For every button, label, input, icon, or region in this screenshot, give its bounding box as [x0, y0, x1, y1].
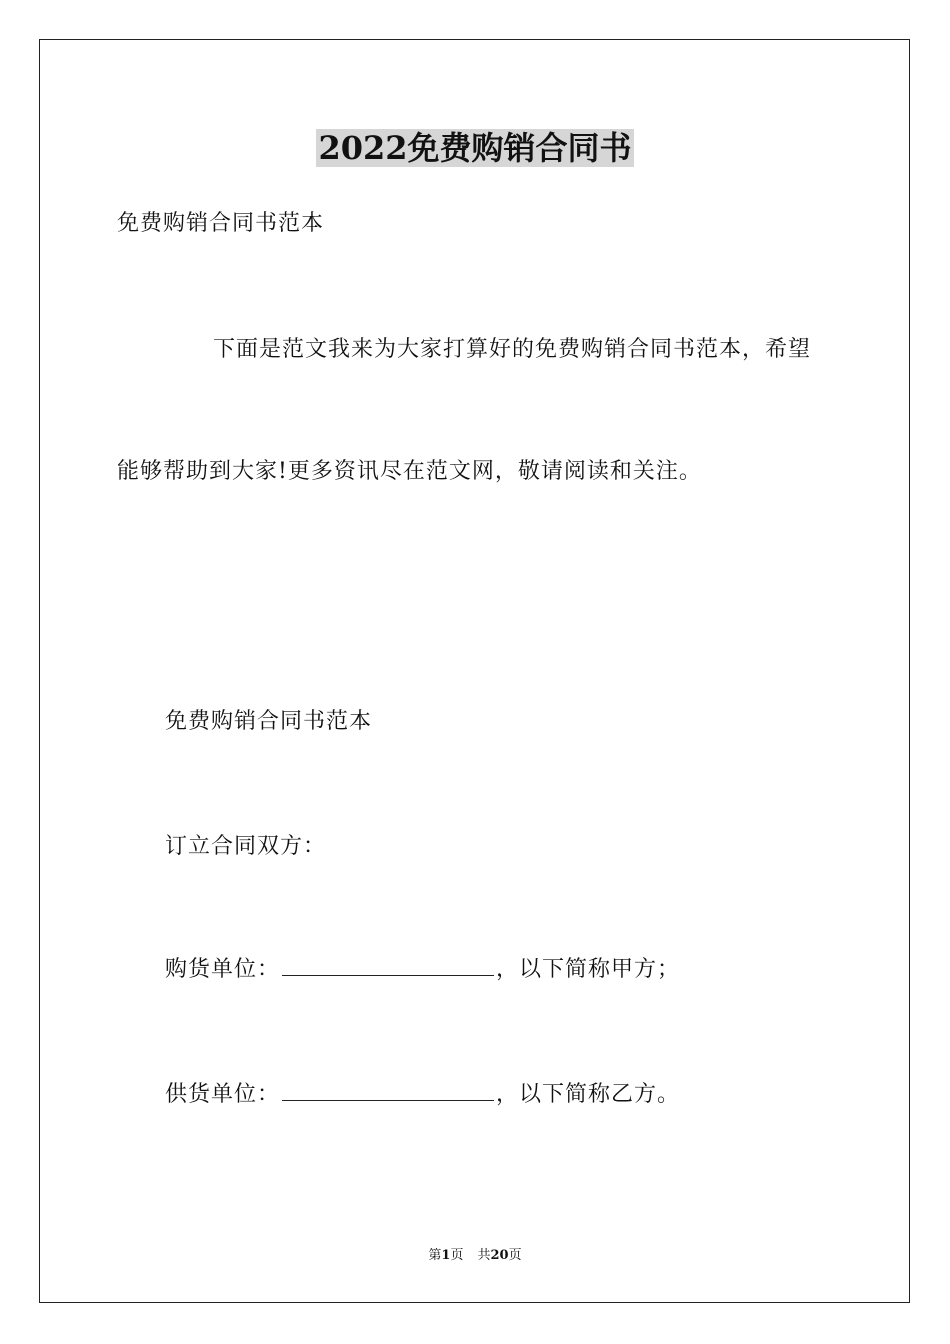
footer-total-suffix: 页 — [508, 1248, 522, 1263]
document-subtitle: 免费购销合同书范本 — [117, 211, 325, 236]
footer-page-suffix: 页 — [450, 1248, 464, 1263]
buyer-label: 购货单位： — [165, 957, 281, 982]
supplier-line — [165, 1080, 680, 1110]
footer-total-prefix: 共 — [477, 1248, 491, 1263]
footer-page-prefix: 第 — [428, 1248, 442, 1263]
parties-label: 订立合同双方： — [165, 834, 327, 859]
intro-paragraph-line-2: 能够帮助到大家!更多资讯尽在范文网，敬请阅读和关注。 — [117, 459, 702, 484]
buyer-suffix: ，以下简称甲方； — [496, 957, 681, 982]
section-heading: 免费购销合同书范本 — [165, 709, 373, 734]
page-footer — [0, 1247, 950, 1265]
buyer-name-blank[interactable] — [282, 955, 494, 976]
footer-page-number: 1 — [441, 1248, 451, 1263]
intro-paragraph-line-1: 下面是范文我来为大家打算好的免费购销合同书范本，希望 — [213, 337, 812, 362]
supplier-name-blank[interactable] — [282, 1080, 494, 1101]
document-title-text: 2022免费购销合同书 — [318, 129, 632, 167]
footer-total-pages: 20 — [490, 1248, 509, 1263]
supplier-suffix: ，以下简称乙方。 — [496, 1082, 681, 1107]
document-title — [0, 128, 950, 168]
supplier-label: 供货单位： — [165, 1082, 281, 1107]
buyer-line — [165, 955, 680, 985]
